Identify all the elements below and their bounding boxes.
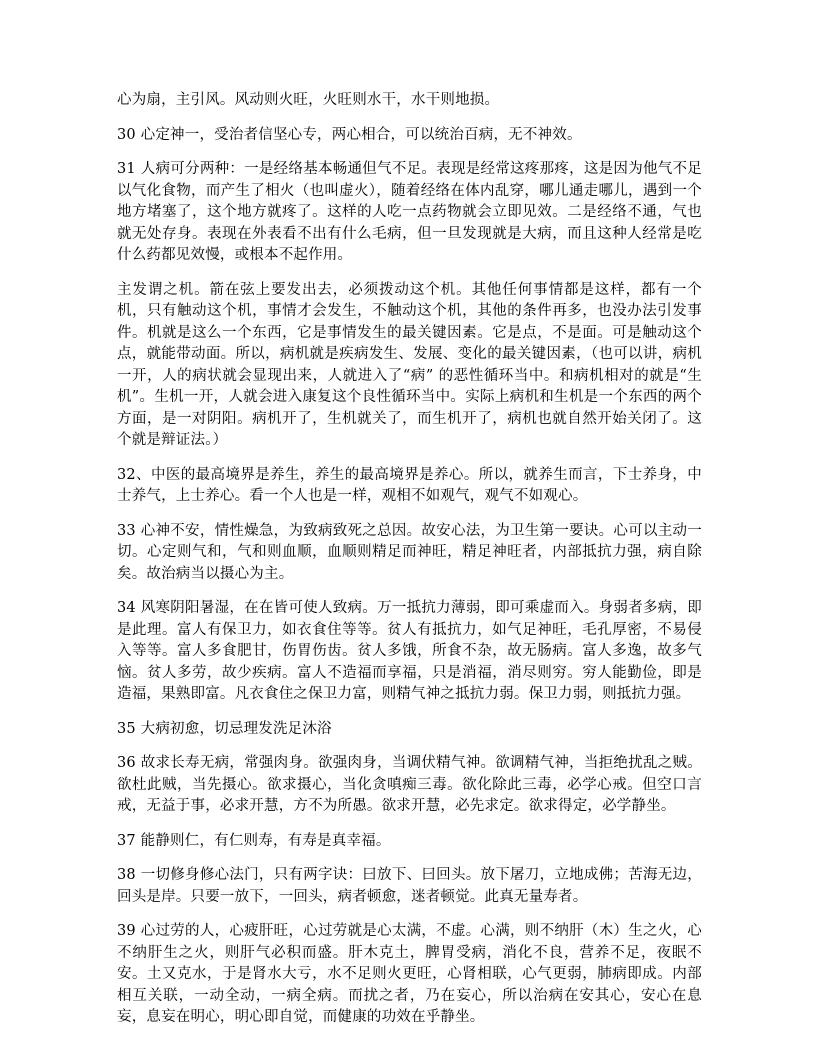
paragraph: 38 一切修身修心法门，只有两字诀：曰放下、曰回头。放下屠刀，立地成佛；苦海无边，回头是岸。只要一放下，一回头，病者顿愈，迷者顿觉。此真无量寿者。 xyxy=(117,867,702,905)
paragraph: 32、中医的最高境界是养生，养生的最高境界是养心。所以，就养生而言，下士养身，中士养气，上士养心。看一个人也是一样，观相不如观气，观气不如观心。 xyxy=(117,466,702,504)
paragraph: 36 故求长寿无病，常强肉身。欲强肉身，当调伏精气神。欲调精气神，当拒绝扰乱之贼。欲杜此贼，当先摄心。欲求摄心，当化贪嗔痴三毒。欲化除此三毒，必学心戒。但空口言戒，无益于事，必求开慧，方不为所愚。欲求开慧，必先求定。欲求得定，必学静坐。 xyxy=(117,755,702,814)
paragraph: 33 心神不安，情性燥急，为致病致死之总因。故安心法，为卫生第一要诀。心可以主动一切。心定则气和，气和则血顺，血顺则精足而神旺，精足神旺者，内部抵抗力强，病自除矣。故治病当以摄心为主。 xyxy=(117,522,702,582)
paragraph: 34 风寒阴阳暑湿，在在皆可使人致病。万一抵抗力薄弱，即可乘虚而入。身弱者多病，即是此理。富人有保卫力，如衣食住等等。贫人有抵抗力，如气足神旺，毛孔厚密，不易侵入等等。富人多食肥甘，伤胃伤齿。贫人多饿，所食不杂，故无肠病。富人多逸，故多气恼。贫人多劳，故少疾病。富人不造福而享福，只是消福，消尽则穷。穷人能勤俭，即是造福，果熟即富。凡衣食住之保卫力富，则精气神之抵抗力弱。保卫力弱，则抵抗力强。 xyxy=(117,600,702,702)
paragraph: 30 心定神一，受治者信坚心专，两心相合，可以统治百病，无不神效。 xyxy=(117,126,582,143)
paragraph: 心为扇，主引风。风动则火旺，火旺则水干，水干则地损。 xyxy=(117,92,500,108)
paragraph: 39 心过劳的人，心疲肝旺，心过劳就是心太满，不虚。心满，则不纳肝（木）生之火，心不纳肝生之火，则肝气必积而盛。肝木克土，脾胃受病，消化不良，营养不足，夜眠不安。土又克水，于是肾水大亏，水不足则火更旺，心肾相联，心气更弱，肺病即成。内部相互关联，一动全动，一病全病。而扰之者，乃在妄心，所以治病在安其心，安心在息妄，息妄在明心，明心即自觉，而健康的功效在乎静坐。 xyxy=(117,923,702,1025)
paragraph: 主发谓之机。箭在弦上要发出去，必须拨动这个机。其他任何事情都是这样，都有一个机，只有触动这个机，事情才会发生，不触动这个机，其他的条件再多，也没办法引发事件。机就是这么一个东西，它是事情发生的最关键因素。它是点，不是面。可是触动这个点，就能带动面。所以，病机就是疾病发生、发展、变化的最关键因素，（也可以讲，病机一开，人的病状就会显现出来，人就进入了“病” 的恶性循环当中。和病机相对的就是“生机”。生机一开，人就会进入康复这个良性循环当中。实际上病机和生机是一个东西的两个方面，是一对阴阳。病机开了，生机就关了，而生机开了，病机也就自然开始关闭了。这个就是辩证法。） xyxy=(117,281,702,448)
paragraph: 37 能静则仁，有仁则寿，有寿是真幸福。 xyxy=(117,832,391,849)
paragraph: 31 人病可分两种：一是经络基本畅通但气不足。表现是经常这疼那疼，这是因为他气不足以气化食物，而产生了相火（也叫虚火），随着经络在体内乱穿，哪儿通走哪儿，遇到一个地方堵塞了，这个地方就疼了。这样的人吃一点药物就会立即见效。二是经络不通，气也就无处存身。表现在外表看不出有什么毛病，但一旦发现就是大病，而且这种人经常是吃什么药都见效慢，或根本不起作用。 xyxy=(117,161,702,263)
paragraph: 35 大病初愈，切忌理发洗足沐浴 xyxy=(117,720,332,737)
